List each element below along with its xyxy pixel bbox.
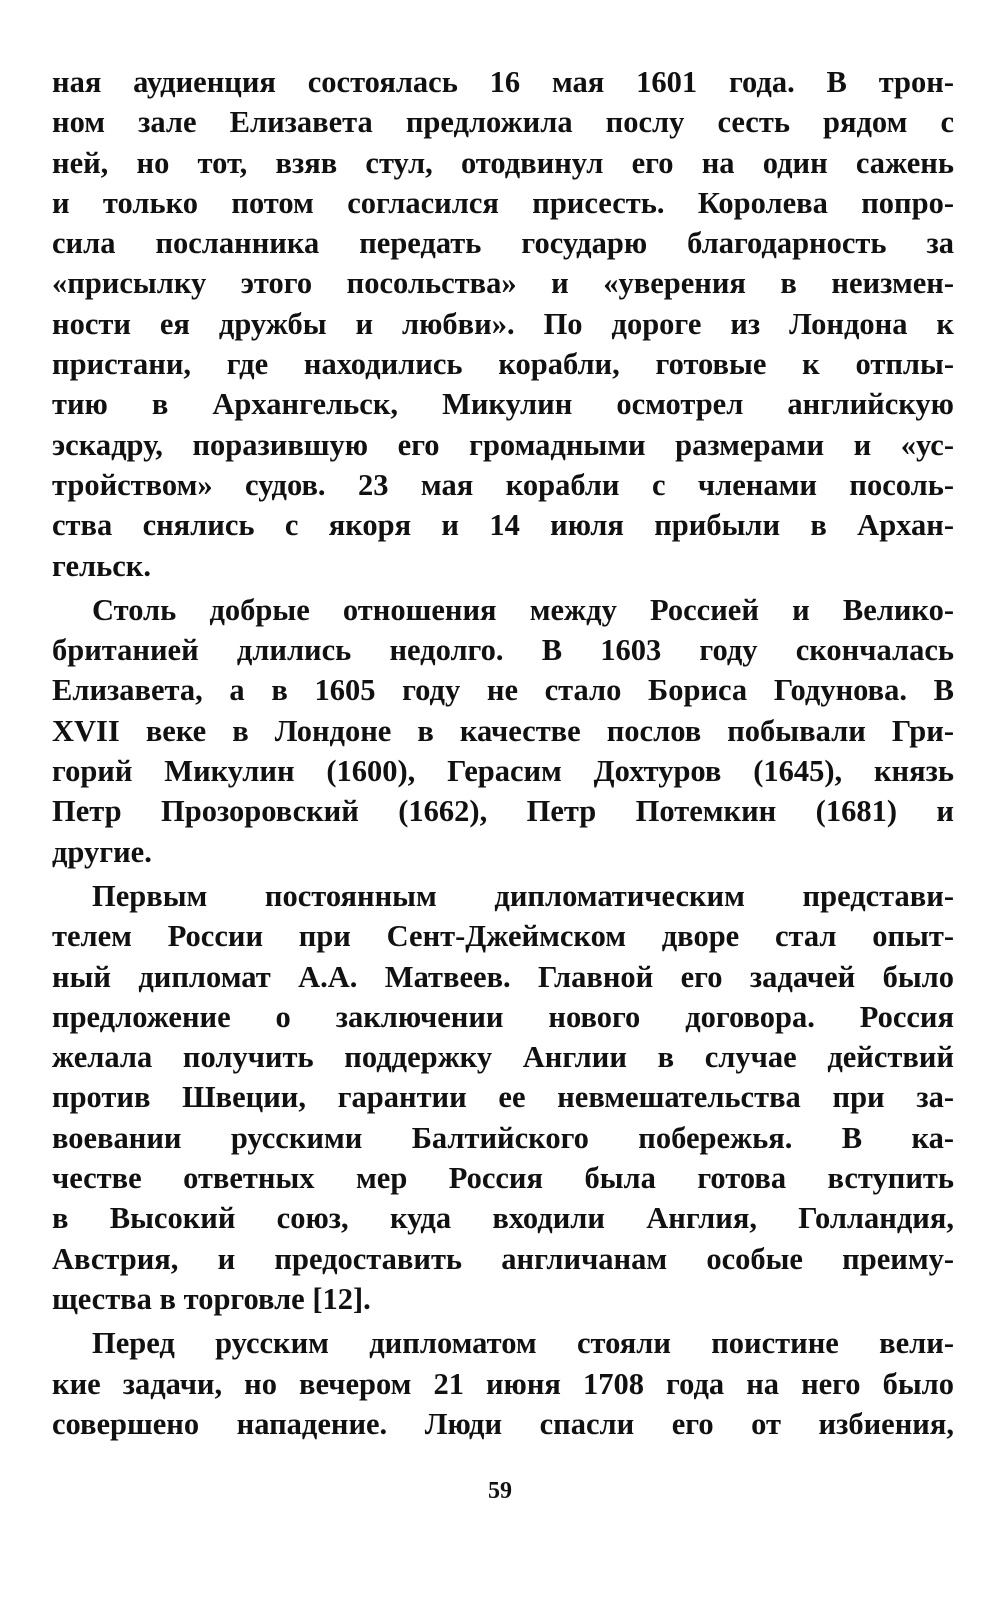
text-line: ный дипломат А.А. Матвеев. Главной его задачей было	[52, 959, 954, 994]
text-line: Столь добрые отношения между Россией и Велико-	[92, 592, 954, 627]
text-line: ная аудиенция состоялась 16 мая 1601 года. В трон-	[52, 65, 954, 99]
text-line: Перед русским дипломатом стояли поистине вели-	[92, 1326, 954, 1361]
page-number: 59	[488, 1478, 512, 1504]
text-line: «присылку этого посольства» и «уверения в неизмен-	[52, 266, 954, 301]
text-line: ном зале Елизавета предложила послу сесть рядом с	[52, 105, 954, 140]
text-line: британией длились недолго. В 1603 году скончалась	[52, 633, 954, 668]
text-line: ства снялись с якоря и 14 июля прибыли в Архан-	[52, 508, 954, 543]
text-line: воевании русскими Балтийского побережья. В ка-	[52, 1120, 954, 1155]
text-line: тройством» судов. 23 мая корабли с членами посоль-	[52, 467, 954, 502]
text-line: Австрия, и предоставить англичанам особые преиму-	[52, 1241, 954, 1276]
text-line: кие задачи, но вечером 21 июня 1708 года на него было	[52, 1366, 954, 1401]
text-line: Елизавета, а в 1605 году не стало Бориса Годунова. В	[52, 673, 954, 708]
text-line: желала получить поддержку Англии в случае действий	[52, 1040, 954, 1075]
text-line: Петр Прозоровский (1662), Петр Потемкин (1681) и	[52, 794, 954, 829]
text-line: ности ея дружбы и любви». По дороге из Лондона к	[52, 306, 954, 341]
text-line: эскадру, поразившую его громадными размерами и «ус-	[52, 427, 954, 462]
text-line: ней, но тот, взяв стул, отодвинул его на один сажень	[52, 145, 954, 180]
text-line: щества в торговле [12].	[52, 1281, 371, 1316]
text-line: другие.	[52, 834, 152, 869]
text-line: телем России при Сент-Джеймском дворе стал опыт-	[52, 919, 954, 954]
text-line: совершено нападение. Люди спасли его от избиения,	[52, 1406, 954, 1441]
text-line: XVII веке в Лондоне в качестве послов побывали Гри-	[52, 713, 954, 748]
text-line: пристани, где находились корабли, готовые к отплы-	[52, 347, 954, 382]
page-body	[52, 62, 954, 1444]
paragraph-2	[52, 590, 954, 872]
paragraph-4	[52, 1323, 954, 1444]
paragraph-3	[52, 876, 954, 1319]
text-line: в Высокий союз, куда входили Англия, Голландия,	[52, 1201, 954, 1236]
text-line: предложение о заключении нового договора. Россия	[52, 999, 954, 1034]
text-line: тию в Архангельск, Микулин осмотрел английскую	[52, 387, 954, 422]
text-line: Первым постоянным дипломатическим представи-	[92, 878, 954, 913]
text-line: сила посланника передать государю благодарность за	[52, 226, 954, 261]
text-line: честве ответных мер Россия была готова вступить	[52, 1161, 954, 1196]
text-line: горий Микулин (1600), Герасим Дохтуров (1645), князь	[52, 754, 954, 789]
text-line: против Швеции, гарантии ее невмешательства при за-	[52, 1080, 954, 1115]
paragraph-1	[52, 62, 954, 586]
text-line: гельск.	[52, 548, 151, 583]
text-line: и только потом согласился присесть. Королева попро-	[52, 185, 954, 220]
